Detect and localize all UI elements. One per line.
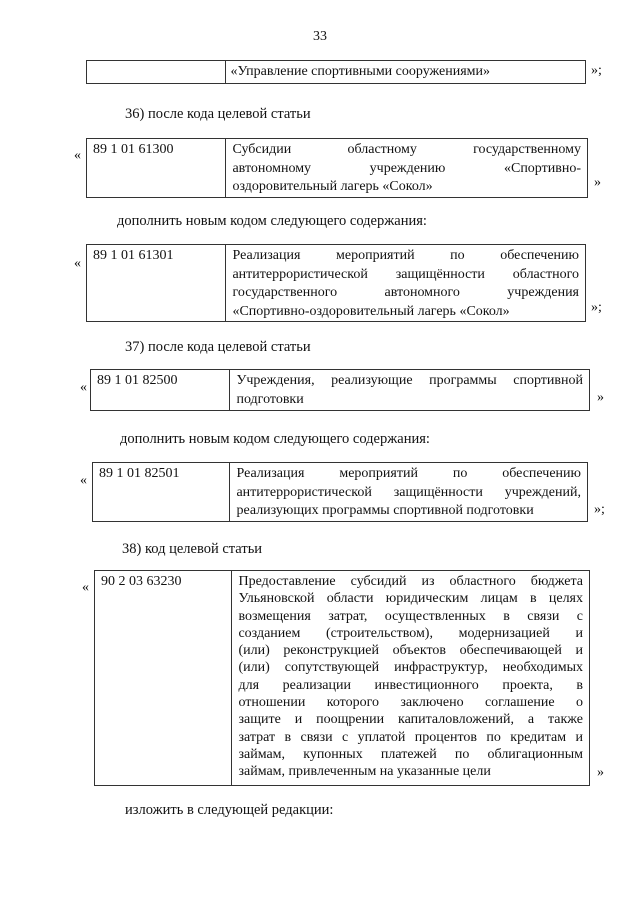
code-cell: 89 1 01 82501 <box>93 463 230 521</box>
description-line: (или) реконструкцией объектов обеспечивающей и <box>238 643 583 659</box>
opening-quote: « <box>82 580 89 595</box>
description-cell <box>232 571 589 785</box>
description-line: займам, привлеченным на указанные цели <box>238 764 491 780</box>
description-line: Учреждения, реализующие программы спортивной <box>236 373 583 388</box>
paragraph: дополнить новым кодом следующего содержания: <box>120 431 430 447</box>
description-line: Субсидии областному государственному <box>232 142 581 157</box>
table-row <box>94 570 590 786</box>
paragraph: 37) после кода целевой статьи <box>125 339 311 355</box>
opening-quote: « <box>74 148 81 163</box>
closing-quote: » <box>594 175 601 190</box>
opening-quote: « <box>80 473 87 488</box>
paragraph: 36) после кода целевой статьи <box>125 106 311 122</box>
description-line: Предоставление субсидий из областного бюджета <box>238 574 583 589</box>
opening-quote: « <box>74 256 81 271</box>
paragraph: 38) код целевой статьи <box>122 541 263 557</box>
description-line: Реализация мероприятий по обеспечению <box>232 248 579 263</box>
description-line: автономному учреждению «Спортивно- <box>232 160 581 176</box>
table-row <box>92 462 588 522</box>
description-line: антитеррористической защищённости учреждений, <box>236 484 581 500</box>
code-cell: 89 1 01 61301 <box>87 245 226 321</box>
paragraph: изложить в следующей редакции: <box>125 802 334 818</box>
description-line: Реализация мероприятий по обеспечению <box>236 466 581 481</box>
description-line: оздоровительный лагерь «Сокол» <box>232 179 433 194</box>
opening-quote: « <box>80 380 87 395</box>
table-row <box>86 60 586 84</box>
description-cell <box>226 245 585 321</box>
description-line: защите и поощрении капиталовложений, а также <box>238 712 583 728</box>
description-line: займам, купонных платежей по облигационным <box>238 746 583 762</box>
code-cell: 90 2 03 63230 <box>95 571 232 785</box>
description-line: созданием (строительством), модернизацией и <box>238 625 583 641</box>
description-cell <box>230 463 587 521</box>
description-line: реализующих программы спортивной подготовки <box>236 503 534 518</box>
description-line: отношении которого заключено соглашение о <box>238 695 583 711</box>
description-line: возмещения затрат, осуществленных в связи с <box>238 608 583 624</box>
description-line: «Управление спортивными сооружениями» <box>230 64 490 79</box>
description-line: государственного автономного учреждения <box>232 285 579 300</box>
description-line: затрат в связи с уплатой процентов по кредитам и <box>238 729 583 745</box>
page-number: 33 <box>313 29 327 44</box>
description-line: подготовки <box>236 391 304 407</box>
code-cell: 89 1 01 82500 <box>91 370 230 410</box>
code-cell <box>87 61 226 83</box>
closing-quote: »; <box>594 502 605 517</box>
description-line: антитеррористической защищённости областного <box>232 266 579 282</box>
description-line: (или) сопутствующей инфраструктур, необходимых <box>238 660 583 676</box>
closing-quote: » <box>597 765 604 780</box>
closing-quote: »; <box>591 63 602 78</box>
table-row <box>86 138 588 198</box>
description-line: «Спортивно-оздоровительный лагерь «Сокол» <box>232 303 510 319</box>
description-line: Ульяновской области юридическим лицам в целях <box>238 591 583 607</box>
description-cell <box>226 139 587 197</box>
paragraph: дополнить новым кодом следующего содержания: <box>117 213 427 229</box>
closing-quote: » <box>597 390 604 405</box>
description-cell <box>230 370 589 410</box>
description-cell <box>226 61 585 83</box>
table-row <box>90 369 590 411</box>
table-row <box>86 244 586 322</box>
closing-quote: »; <box>591 300 602 315</box>
description-line: для реализации инвестиционного проекта, в <box>238 677 583 693</box>
code-cell: 89 1 01 61300 <box>87 139 226 197</box>
